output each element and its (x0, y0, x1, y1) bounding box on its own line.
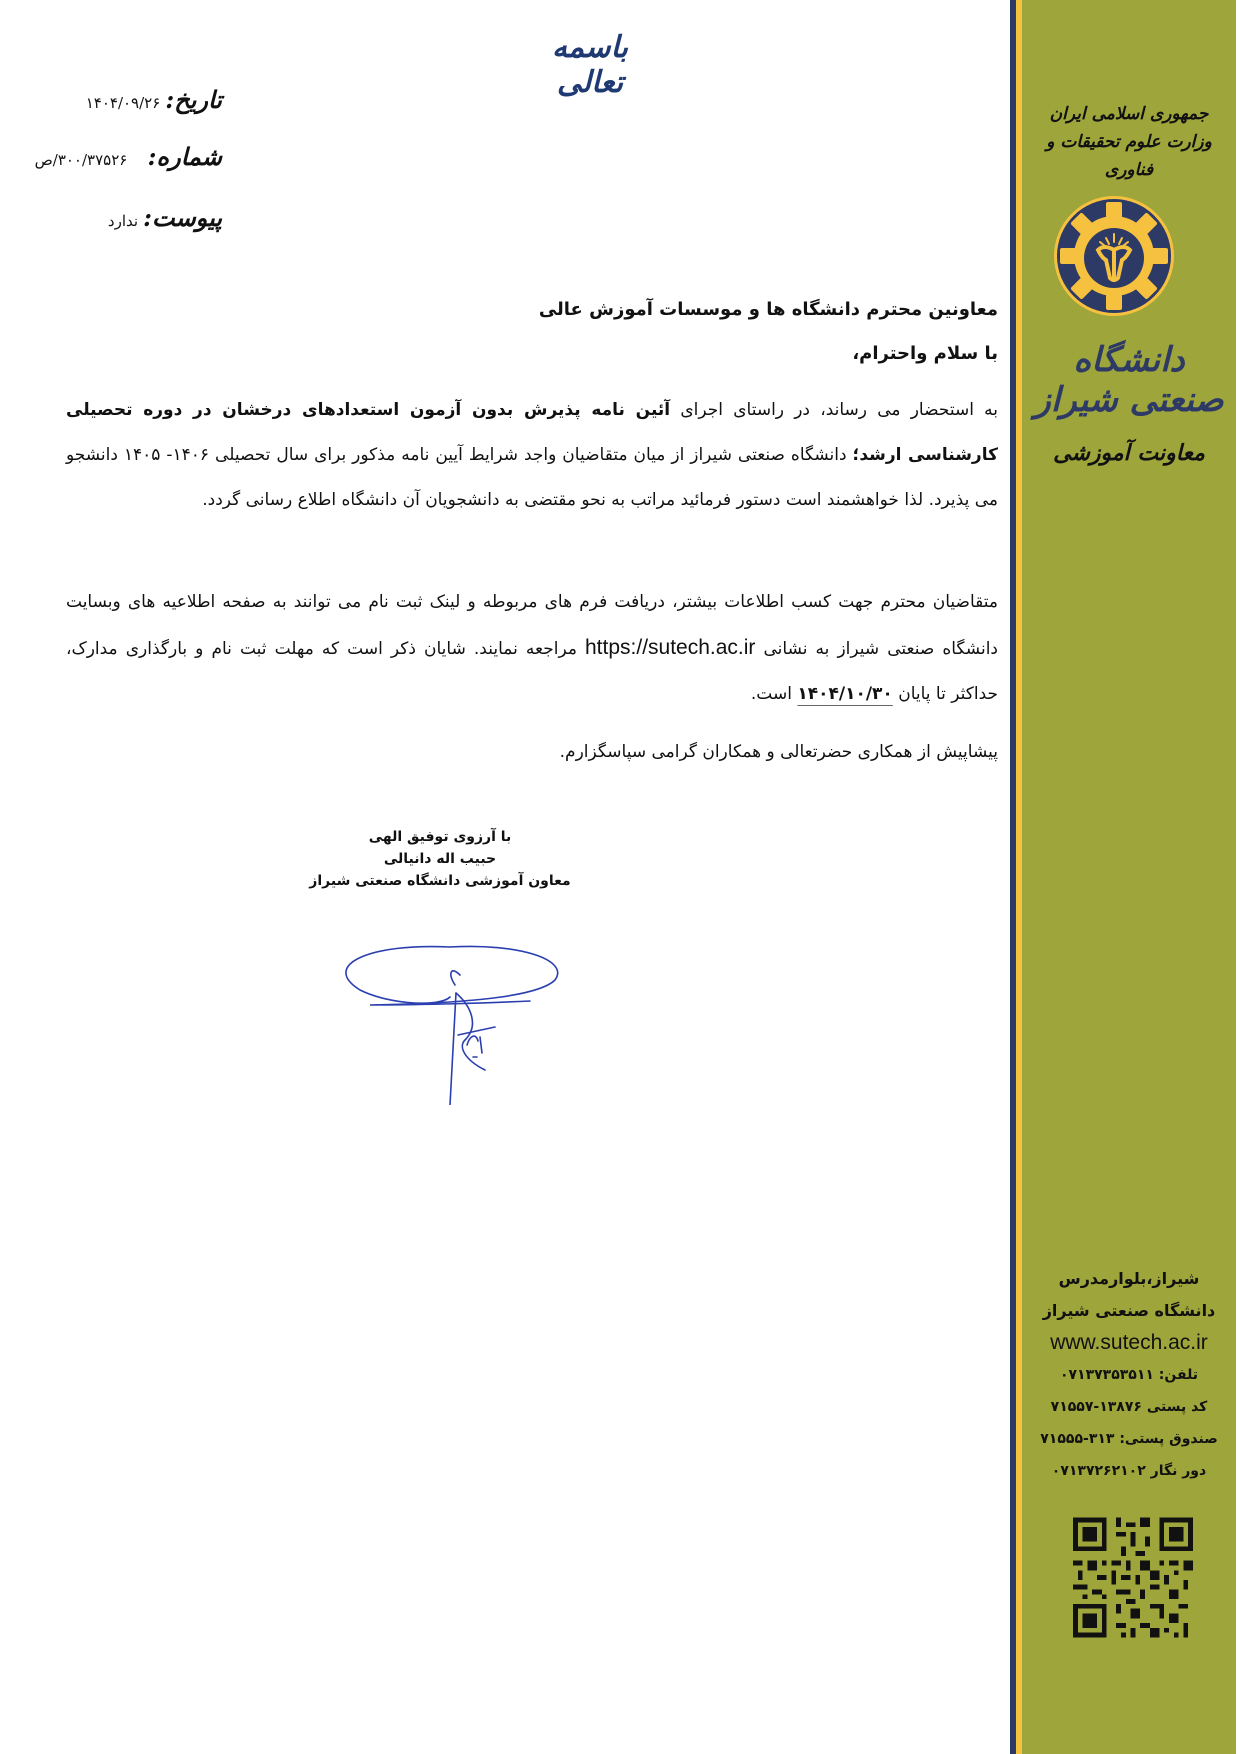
p1-text-2: دانشگاه صنعتی شیراز از میان متقاضیان واجد شرایط آیین نامه مذکور برای سال تحصیلی ۱۴۰۶- ۱۴۰۵ دانشجو می پذیرد. لذا خواهشمند است دستور فرمائید مراتب به نحو مقتضی به دانشجویان آن دانشگاه اطلاع رسانی گردد. (66, 445, 998, 510)
phone: تلفن: ۰۷۱۳۷۳۵۳۵۱۱ (1059, 1367, 1199, 1383)
p2-text-2: مراجعه نمایند. شایان ذکر است که مهلت ثبت نام و بارگذاری مدارک، حداکثر تا پایان (66, 639, 998, 704)
po-box: صندوق پستی: ۳۱۳-۷۱۵۵۵ (1040, 1431, 1218, 1447)
handwritten-signature-icon (330, 935, 580, 1105)
website-url-link[interactable]: https://sutech.ac.ir (585, 636, 756, 659)
signature-block (290, 826, 590, 892)
address-line-1: شیراز،بلوارمدرس (1058, 1269, 1200, 1288)
paragraph-1 (66, 388, 998, 523)
university-gear-logo (1052, 194, 1176, 318)
p1-text-1: به استحضار می رساند، در راستای اجرای (670, 400, 998, 420)
signer-title: معاون آموزشی دانشگاه صنعتی شیراز (309, 873, 571, 889)
attachment-label: پیوست: (143, 203, 222, 232)
date-value: ۱۴۰۴/۰۹/۲۶ (85, 94, 161, 112)
ministry-line-2: وزارت علوم تحقیقات و فناوری (1046, 132, 1212, 180)
greeting: با سلام واحترام، (852, 343, 998, 364)
number-row (35, 142, 222, 171)
website-link[interactable]: www.sutech.ac.ir (1050, 1331, 1208, 1354)
address-line-2: دانشگاه صنعتی شیراز (1042, 1301, 1216, 1320)
university-name: دانشگاه صنعتی شیراز (1034, 340, 1224, 420)
attachment-row (108, 203, 222, 232)
attachment-value: ندارد (107, 212, 139, 230)
p2-text-1: متقاضیان محترم جهت کسب اطلاعات بیشتر، دریافت فرم های مربوطه و لینک ثبت نام می توانند به صفحه اطلاعیه های وبسایت دانشگاه صنعتی شیراز به نشانی (66, 592, 998, 659)
contact-block (1022, 1263, 1236, 1487)
addressee-block (66, 288, 998, 376)
date-row (86, 85, 222, 114)
ministry-heading (1022, 100, 1236, 184)
p2-text-3: است. (750, 684, 798, 704)
number-label: شماره: (147, 142, 222, 171)
ministry-line-1: جمهوری اسلامی ایران (1049, 104, 1209, 124)
paragraph-2 (66, 580, 998, 717)
signer-name: حبیب اله دانیالی (383, 851, 497, 867)
deadline-date: ۱۴۰۴/۱۰/۳۰ (797, 684, 893, 704)
basmala-heading: باسمه تعالی (551, 30, 629, 100)
closing: با آرزوی توفیق الهی (368, 829, 512, 845)
qr-code-icon[interactable] (1073, 1515, 1193, 1640)
p1-regulation-title: آئین نامه پذیرش بدون آزمون استعدادهای درخشان در دوره تحصیلی کارشناسی ارشد؛ (66, 400, 998, 465)
addressee: معاونین محترم دانشگاه ها و موسسات آموزش عالی (538, 299, 998, 320)
date-label: تاریخ: (165, 85, 222, 114)
paragraph-3: پیشاپیش از همکاری حضرتعالی و همکاران گرامی سپاسگزارم. (559, 742, 998, 762)
number-value: ۳۰۰/۳۷۵۲۶/ص (34, 151, 128, 169)
postal-code: کد پستی ۱۳۸۷۶-۷۱۵۵۷ (1050, 1399, 1208, 1415)
fax: دور نگار ۰۷۱۳۷۲۶۲۱۰۲ (1051, 1463, 1207, 1479)
department-name: معاونت آموزشی (1053, 440, 1205, 466)
